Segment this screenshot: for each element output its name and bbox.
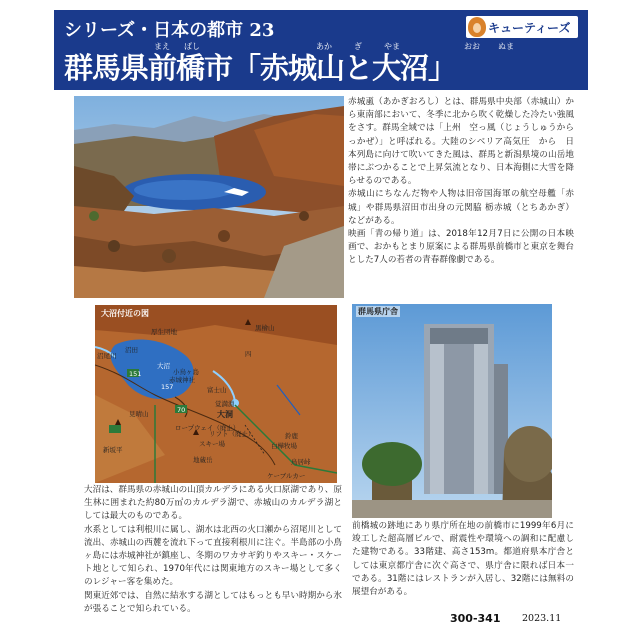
map-label: スキー場 bbox=[199, 440, 225, 448]
paragraph: 関東近郊では、自然に結氷する湖としてはもっとも早い時期から氷が張ることで知られている。 bbox=[84, 590, 342, 614]
photo-caption: 群馬県庁舎 bbox=[358, 307, 398, 316]
brand-logo bbox=[466, 16, 578, 38]
map-label: 157 bbox=[161, 383, 174, 391]
map-caption: 大沼付近の図 bbox=[101, 309, 149, 318]
map-label: 大沼 bbox=[157, 362, 170, 370]
paragraph: 映画「青の帰り道」は、2018年12月7日に公開の日本映画で、おかもとまり原案による群馬県前橋市と東京を舞台とした7人の若者の青春群像劇である。 bbox=[348, 229, 574, 266]
map-label: 鳥居峠 bbox=[291, 458, 311, 466]
logo-text: キューティーズ bbox=[488, 21, 571, 35]
ruby-text: ぎ bbox=[354, 42, 362, 51]
page-title: 群馬県前橋市「赤城山と大沼」 bbox=[64, 51, 457, 85]
ruby-text: やま bbox=[384, 42, 400, 51]
map-label: リフト（廃止） bbox=[209, 430, 255, 438]
ruby-text: ばし bbox=[184, 42, 200, 51]
paragraph: 赤城山にちなんだ物や人物は旧帝国海軍の航空母艦「赤城」や群馬県沼田市出身の元関脇 栃赤城（とちあかぎ）などがある。 bbox=[348, 189, 574, 226]
map-label: 四 bbox=[245, 350, 252, 358]
header-banner bbox=[54, 10, 588, 90]
map-label: 地蔵岳 bbox=[193, 456, 213, 464]
article-text-office bbox=[352, 520, 574, 599]
map-label: 鈴鹿 bbox=[285, 432, 298, 440]
map-label: 厚生団地 bbox=[151, 328, 177, 336]
map-label: 新坂平 bbox=[103, 446, 123, 454]
ruby-text: まえ bbox=[154, 42, 170, 51]
paragraph: 赤城颪（あかぎおろし）とは、群馬県中央部（赤城山）から東南部において、冬季に北から吹く乾燥した冷たい強風をさす。群馬全域では「上州 空っ風（じょうしゅうからっかぜ）」と呼ばれる。大陸のシベリア高気圧 から 日本列島に向けて吹いてきた風は、群馬と新潟県境の山岳地帯にぶつかることで上昇気流となり、日本海側に大雪を降らせるのである。 bbox=[348, 97, 574, 187]
map-label: 大洞 bbox=[217, 410, 233, 419]
map-label: 黒檜山 bbox=[255, 324, 275, 332]
issue-date: 2023.11 bbox=[522, 613, 562, 624]
paragraph: 前橋城の跡地にあり県庁所在地の前橋市に1999年6月に竣工した超高層ビルで、耐震性や環境への調和に配慮した建物である。33階建、高さ153m。都道府県本庁舎としては東京都庁舎に次ぐ高さで、県庁舎に限れば日本一である。31階にはレストランが入居し、32階には無料の展望台がある。 bbox=[352, 521, 574, 598]
map-label: ケーブルカー bbox=[267, 472, 306, 480]
onuma-area-map bbox=[94, 304, 338, 484]
ruby-text: あか bbox=[316, 42, 332, 51]
ruby-text: ぬま bbox=[498, 42, 514, 51]
map-label: ロープウェイ（廃止） bbox=[175, 424, 240, 432]
prefectural-office-photo bbox=[352, 304, 552, 518]
article-text-kaze bbox=[348, 96, 574, 268]
map-label: 覚満淵 bbox=[215, 400, 235, 408]
map-label: 赤城神社 bbox=[169, 376, 195, 384]
product-code: 300-341 bbox=[450, 612, 501, 625]
map-label: 富士山 bbox=[207, 386, 227, 394]
lake-landscape-image bbox=[74, 96, 344, 298]
map-label: 沼田 bbox=[125, 346, 138, 354]
paragraph: 大沼は、群馬県の赤城山の山頂カルデラにある火口原湖であり、原生林に囲まれた約80万㎡のカルデラ湖で、赤城山のカルデラ湖としては最大のものである。 bbox=[84, 485, 342, 522]
mascot-icon bbox=[468, 17, 486, 37]
map-label: 白樺牧場 bbox=[271, 442, 297, 450]
article-text-onuma bbox=[84, 484, 342, 616]
prefectural-office-image bbox=[352, 304, 552, 518]
ruby-text: おお bbox=[464, 42, 480, 51]
lake-landscape-photo bbox=[74, 96, 344, 298]
map-label: 70 bbox=[177, 406, 186, 414]
paragraph: 水系としては利根川に属し、湖水は北西の火口瀬から沼尾川として流出、赤城山の西麓を流れ下って直接利根川に注ぐ。半島部の小鳥ヶ島には赤城神社が鎮座し、冬期のワカサギ釣りやスキー・スケート地として知られ、1970年代には関東地方のスキー場として多くのレジャー客を集めた。 bbox=[84, 524, 342, 588]
map-label: 沼尾川 bbox=[97, 352, 117, 360]
map-label: 小鳥ヶ島 bbox=[173, 368, 199, 376]
map-label: 151 bbox=[129, 370, 142, 378]
map-label: 見晴山 bbox=[129, 410, 149, 418]
series-label: シリーズ・日本の都市 23 bbox=[64, 20, 275, 41]
